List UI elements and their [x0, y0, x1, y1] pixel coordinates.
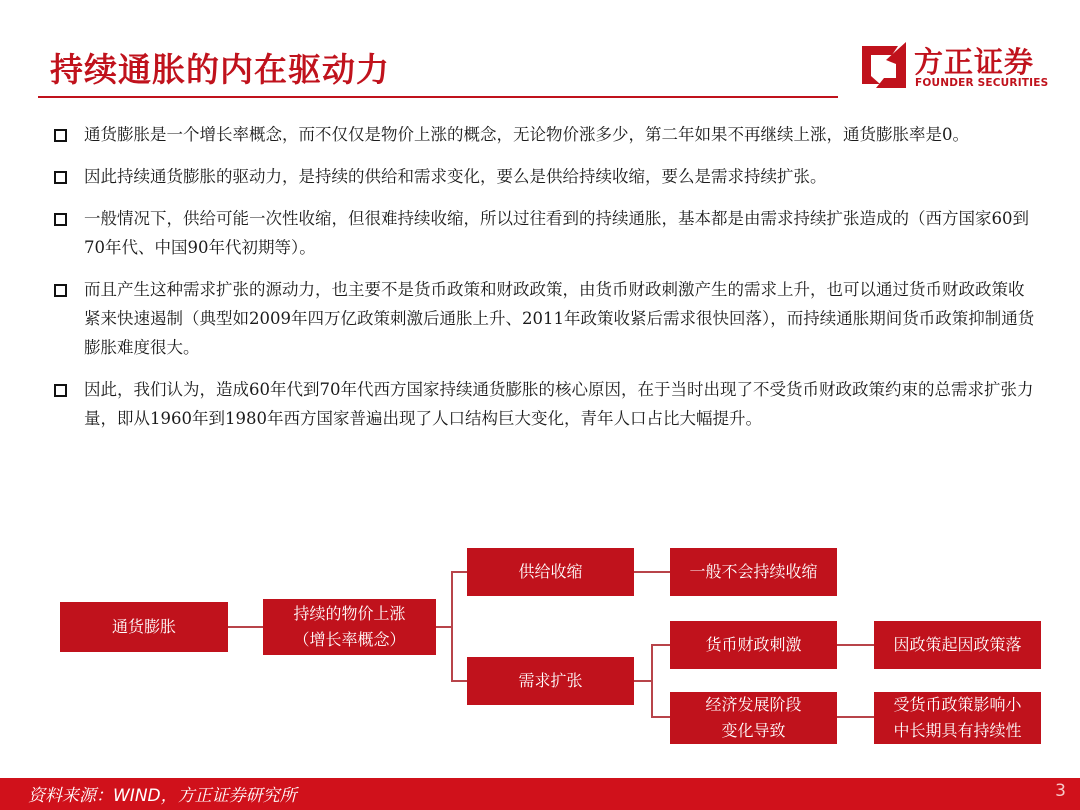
inflation-flow-diagram [0, 540, 1080, 780]
logo-english-name: FOUNDER SECURITIES [915, 77, 1049, 89]
node-supply-result: 一般不会持续收缩 [670, 548, 837, 596]
founder-logo-icon [862, 42, 906, 88]
square-bullet-icon [54, 171, 67, 184]
square-bullet-icon [54, 213, 67, 226]
page-title: 持续通胀的内在驱动力 [50, 50, 390, 89]
bullet-item [52, 275, 1037, 362]
bullet-item [52, 204, 1037, 262]
node-supply-contraction: 供给收缩 [467, 548, 634, 596]
square-bullet-icon [54, 129, 67, 142]
node-demand-expansion: 需求扩张 [467, 657, 634, 705]
company-logo [862, 42, 1052, 92]
bullet-item [52, 120, 1037, 149]
bullet-text: 因此持续通货膨胀的驱动力，是持续的供给和需求变化，要么是供给持续收缩，要么是需求持续扩张。 [84, 167, 827, 186]
node-monetary-result: 因政策起因政策落 [874, 621, 1041, 669]
node-economic-stage-change: 经济发展阶段 变化导致 [670, 692, 837, 744]
title-divider [38, 96, 838, 98]
bullet-item [52, 162, 1037, 191]
logo-chinese-name: 方正证券 [914, 45, 1035, 79]
bullet-item [52, 375, 1037, 433]
square-bullet-icon [54, 284, 67, 297]
node-inflation: 通货膨胀 [60, 602, 228, 652]
node-monetary-fiscal-stimulus: 货币财政刺激 [670, 621, 837, 669]
page-number: 3 [1055, 781, 1066, 801]
footer-bar [0, 778, 1080, 810]
bullet-text: 而且产生这种需求扩张的源动力，也主要不是货币政策和财政政策，由货币财政刺激产生的需求上升，也可以通过货币财政政策收紧来快速遏制（典型如2009年四万亿政策刺激后通胀上升、2011年政策收紧后需求很快回落），而持续通胀期间货币政策抑制通货膨胀难度很大。 [84, 280, 1035, 357]
node-sustained-price-rise: 持续的物价上涨 （增长率概念） [263, 599, 436, 655]
bullet-text: 因此，我们认为，造成60年代到70年代西方国家持续通货膨胀的核心原因，在于当时出现了不受货币财政政策约束的总需求扩张力量，即从1960年到1980年西方国家普遍出现了人口结构巨大变化，青年人口占比大幅提升。 [84, 380, 1034, 428]
node-economic-result: 受货币政策影响小 中长期具有持续性 [874, 692, 1041, 744]
bullet-list [52, 120, 1037, 446]
bullet-text: 一般情况下，供给可能一次性收缩，但很难持续收缩，所以过往看到的持续通胀，基本都是由需求持续扩张造成的（西方国家60到70年代、中国90年代初期等）。 [84, 209, 1029, 257]
square-bullet-icon [54, 384, 67, 397]
bullet-text: 通货膨胀是一个增长率概念，而不仅仅是物价上涨的概念，无论物价涨多少，第二年如果不再继续上涨，通货膨胀率是0。 [84, 125, 969, 144]
source-note: 资料来源：WIND，方正证券研究所 [28, 786, 297, 806]
